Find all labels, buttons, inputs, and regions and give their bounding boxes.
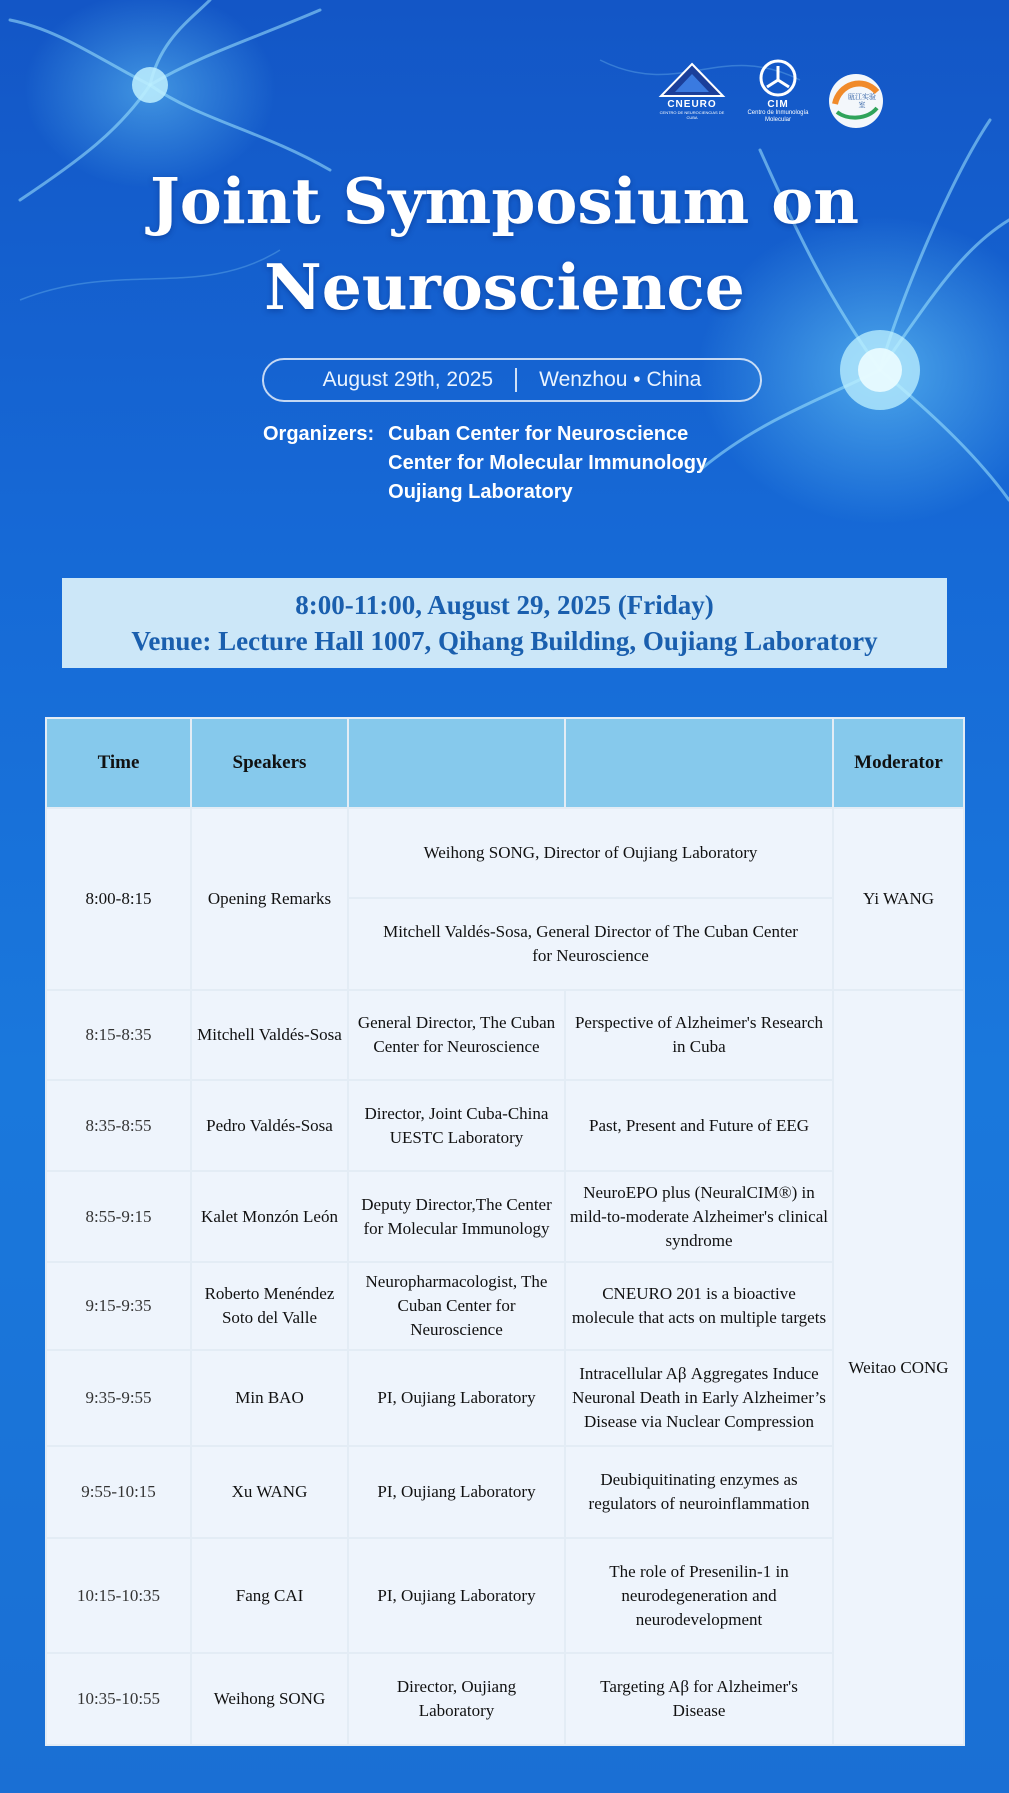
header-speakers: Speakers xyxy=(191,718,348,808)
row-time: 8:15-8:35 xyxy=(46,990,191,1080)
cim-logo xyxy=(743,58,813,124)
organizer-item: Center for Molecular Immunology xyxy=(388,452,708,474)
page-title xyxy=(0,158,1009,330)
row-topic: Targeting Aβ for Alzheimer's Disease xyxy=(565,1653,833,1745)
title-line-1: Joint Symposium on xyxy=(149,164,860,238)
organizers-list xyxy=(388,420,707,507)
title-line-2: Neuroscience xyxy=(264,250,745,324)
session-venue-box xyxy=(62,578,947,668)
session-venue: Venue: Lecture Hall 1007, Qihang Building, Oujiang Laboratory xyxy=(131,626,878,656)
session-moderator: Weitao CONG xyxy=(833,990,964,1745)
opening-remark-1: Weihong SONG, Director of Oujiang Laboratory xyxy=(348,808,833,898)
row-topic: Deubiquitinating enzymes as regulators of neuroinflammation xyxy=(565,1446,833,1538)
row-time: 10:15-10:35 xyxy=(46,1538,191,1653)
row-topic: Perspective of Alzheimer's Research in Cuba xyxy=(565,990,833,1080)
row-speaker-title: Neuropharmacologist, The Cuban Center for Neuroscience xyxy=(348,1262,565,1350)
table-row xyxy=(46,1350,964,1446)
cneuro-logo-name: CNEURO xyxy=(667,99,717,110)
opening-time: 8:00-8:15 xyxy=(46,808,191,990)
pill-divider xyxy=(515,368,517,392)
row-speaker: Min BAO xyxy=(191,1350,348,1446)
row-speaker-title: PI, Oujiang Laboratory xyxy=(348,1538,565,1653)
row-topic: NeuroEPO plus (NeuralCIM®) in mild-to-moderate Alzheimer's clinical syndrome xyxy=(565,1171,833,1262)
row-time: 10:35-10:55 xyxy=(46,1653,191,1745)
row-time: 9:15-9:35 xyxy=(46,1262,191,1350)
row-time: 8:35-8:55 xyxy=(46,1080,191,1171)
table-row xyxy=(46,1653,964,1745)
row-speaker: Fang CAI xyxy=(191,1538,348,1653)
row-speaker-title: General Director, The Cuban Center for Neuroscience xyxy=(348,990,565,1080)
opening-speaker: Opening Remarks xyxy=(191,808,348,990)
row-speaker-title: Director, Joint Cuba-China UESTC Laboratory xyxy=(348,1080,565,1171)
oujiang-logo-name: 瓯江实验室 xyxy=(848,94,876,109)
logo-group xyxy=(655,58,885,124)
cim-logo-name: CIM xyxy=(767,99,789,110)
header-moderator: Moderator xyxy=(833,718,964,808)
table-row xyxy=(46,808,964,898)
organizer-item: Cuban Center for Neuroscience xyxy=(388,423,689,445)
session-time: 8:00-11:00, August 29, 2025 (Friday) xyxy=(295,590,714,620)
row-topic: Past, Present and Future of EEG xyxy=(565,1080,833,1171)
row-speaker: Xu WANG xyxy=(191,1446,348,1538)
organizers xyxy=(263,420,707,507)
cim-logo-sub: Centro de Inmunología Molecular xyxy=(747,110,809,123)
row-time: 9:55-10:15 xyxy=(46,1446,191,1538)
event-date: August 29th, 2025 xyxy=(322,368,494,391)
row-topic: Intracellular Aβ Aggregates Induce Neuronal Death in Early Alzheimer’s Disease via Nuclear Compression xyxy=(565,1350,833,1446)
cneuro-triangle-icon xyxy=(655,62,729,98)
opening-moderator: Yi WANG xyxy=(833,808,964,990)
organizer-item: Oujiang Laboratory xyxy=(388,481,573,503)
schedule-table xyxy=(45,717,965,1746)
header-time: Time xyxy=(46,718,191,808)
table-header-row xyxy=(46,718,964,808)
row-speaker: Roberto Menéndez Soto del Valle xyxy=(191,1262,348,1350)
table-row xyxy=(46,1080,964,1171)
cim-emblem-icon xyxy=(758,58,798,98)
row-speaker-title: PI, Oujiang Laboratory xyxy=(348,1446,565,1538)
header-col4 xyxy=(565,718,833,808)
table-row xyxy=(46,1446,964,1538)
opening-remark-2: Mitchell Valdés-Sosa, General Director of The Cuban Center for Neuroscience xyxy=(348,898,833,990)
cneuro-logo xyxy=(655,62,729,120)
header-col3 xyxy=(348,718,565,808)
row-topic: The role of Presenilin-1 in neurodegeneration and neurodevelopment xyxy=(565,1538,833,1653)
row-speaker: Pedro Valdés-Sosa xyxy=(191,1080,348,1171)
row-topic: CNEURO 201 is a bioactive molecule that acts on multiple targets xyxy=(565,1262,833,1350)
event-location: Wenzhou • China xyxy=(539,368,702,391)
table-row xyxy=(46,1262,964,1350)
row-speaker: Mitchell Valdés-Sosa xyxy=(191,990,348,1080)
cneuro-logo-sub: CENTRO DE NEUROCIENCIAS DE CUBA xyxy=(659,110,725,120)
row-speaker-title: Deputy Director,The Center for Molecular Immunology xyxy=(348,1171,565,1262)
row-speaker-title: PI, Oujiang Laboratory xyxy=(348,1350,565,1446)
table-row xyxy=(46,990,964,1080)
table-row xyxy=(46,1171,964,1262)
row-speaker: Kalet Monzón León xyxy=(191,1171,348,1262)
table-row xyxy=(46,1538,964,1653)
organizers-label: Organizers: xyxy=(263,423,375,445)
date-location-pill xyxy=(262,358,762,402)
row-time: 9:35-9:55 xyxy=(46,1350,191,1446)
row-speaker-title: Director, Oujiang Laboratory xyxy=(348,1653,565,1745)
oujiang-logo xyxy=(827,72,885,110)
row-speaker: Weihong SONG xyxy=(191,1653,348,1745)
row-time: 8:55-9:15 xyxy=(46,1171,191,1262)
